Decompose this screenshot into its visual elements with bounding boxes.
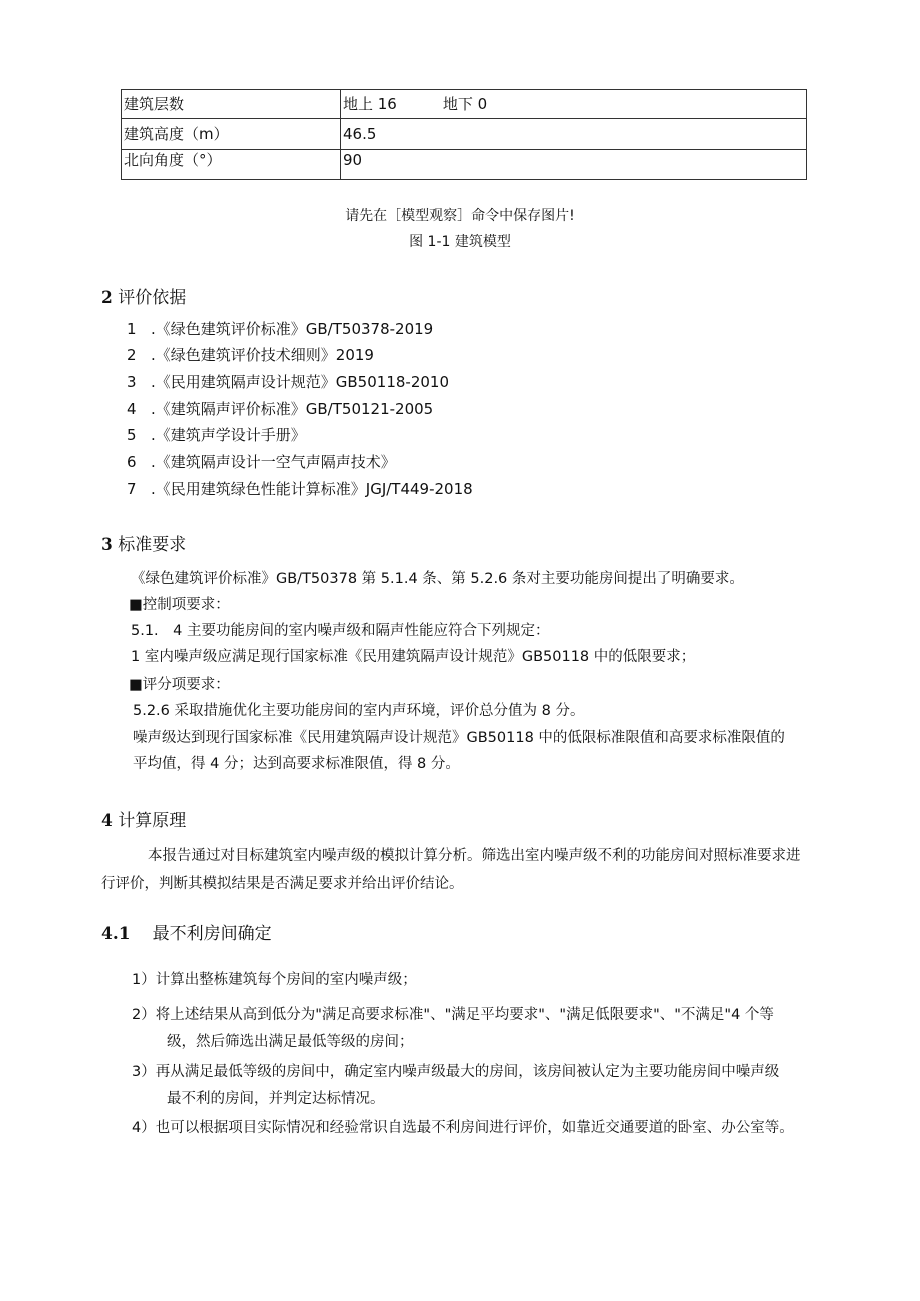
- paragraph: 1 室内噪声级应满足现行国家标准《民用建筑隔声设计规范》GB50118 中的低限要求；: [131, 649, 696, 665]
- section-heading-4: 4 计算原理: [101, 811, 187, 831]
- list-item: 4）也可以根据项目实际情况和经验常识自选最不利房间进行评价，如靠近交通要道的卧室、办公室等。: [132, 1120, 794, 1136]
- list-item: 1）计算出整栋建筑每个房间的室内噪声级；: [132, 972, 417, 988]
- table-cell-value: 90: [341, 150, 807, 180]
- floors-below: 地下 0: [442, 95, 488, 113]
- paragraph: 5.2.6 采取措施优化主要功能房间的室内声环境，评价总分值为 8 分。: [133, 703, 585, 719]
- reference-item: 1 .《绿色建筑评价标准》GB/T50378-2019: [127, 320, 434, 338]
- paragraph: 本报告通过对目标建筑室内噪声级的模拟计算分析。筛选出室内噪声级不利的功能房间对照标准要求进: [148, 848, 801, 864]
- table-cell-label: 建筑高度（m）: [122, 119, 341, 150]
- reference-item: 6 .《建筑隔声设计一空气声隔声技术》: [127, 453, 396, 471]
- building-info-table: [121, 89, 807, 180]
- figure-caption: 图 1-1 建筑模型: [409, 234, 511, 250]
- reference-item: 3 .《民用建筑隔声设计规范》GB50118-2010: [127, 373, 449, 391]
- paragraph: 行评价，判断其模拟结果是否满足要求并给出评价结论。: [101, 876, 464, 892]
- paragraph: 《绿色建筑评价标准》GB/T50378 第 5.1.4 条、第 5.2.6 条对主要功能房间提出了明确要求。: [131, 571, 744, 587]
- list-item-continued: 最不利的房间，并判定达标情况。: [167, 1091, 385, 1107]
- list-item: 3）再从满足最低等级的房间中，确定室内噪声级最大的房间，该房间被认定为主要功能房间中噪声级: [132, 1064, 780, 1080]
- table-row: [122, 90, 807, 119]
- reference-item: 2 .《绿色建筑评价技术细则》2019: [127, 346, 374, 364]
- paragraph: 噪声级达到现行国家标准《民用建筑隔声设计规范》GB50118 中的低限标准限值和高要求标准限值的: [133, 730, 785, 746]
- score-heading: ■评分项要求：: [129, 677, 230, 693]
- figure-note: 请先在［模型观察］命令中保存图片!: [345, 208, 575, 224]
- reference-item: 7 .《民用建筑绿色性能计算标准》JGJ/T449-2018: [127, 480, 473, 498]
- list-item: 2）将上述结果从高到低分为"满足高要求标准"、"满足平均要求"、"满足低限要求"、"不满足"4 个等: [132, 1007, 774, 1023]
- paragraph: 5.1. 4 主要功能房间的室内噪声级和隔声性能应符合下列规定：: [131, 623, 550, 639]
- table-cell-value: [341, 90, 807, 119]
- section-heading-3: 3 标准要求: [101, 535, 187, 555]
- reference-item: 5 .《建筑声学设计手册》: [127, 426, 306, 444]
- table-row: [122, 150, 807, 180]
- section-heading-4-1: 4.1 最不利房间确定: [101, 924, 272, 944]
- floors-above: 地上 16: [343, 95, 397, 113]
- list-item-continued: 级，然后筛选出满足最低等级的房间；: [167, 1034, 414, 1050]
- section-heading-2: 2 评价依据: [101, 288, 187, 308]
- table-cell-label: 北向角度（°）: [122, 150, 341, 180]
- table-cell-value: 46.5: [341, 119, 807, 150]
- table-row: [122, 119, 807, 150]
- table-cell-label: 建筑层数: [122, 90, 341, 119]
- reference-item: 4 .《建筑隔声评价标准》GB/T50121-2005: [127, 400, 434, 418]
- control-heading: ■控制项要求：: [129, 597, 230, 613]
- paragraph: 平均值，得 4 分；达到高要求标准限值，得 8 分。: [133, 756, 460, 772]
